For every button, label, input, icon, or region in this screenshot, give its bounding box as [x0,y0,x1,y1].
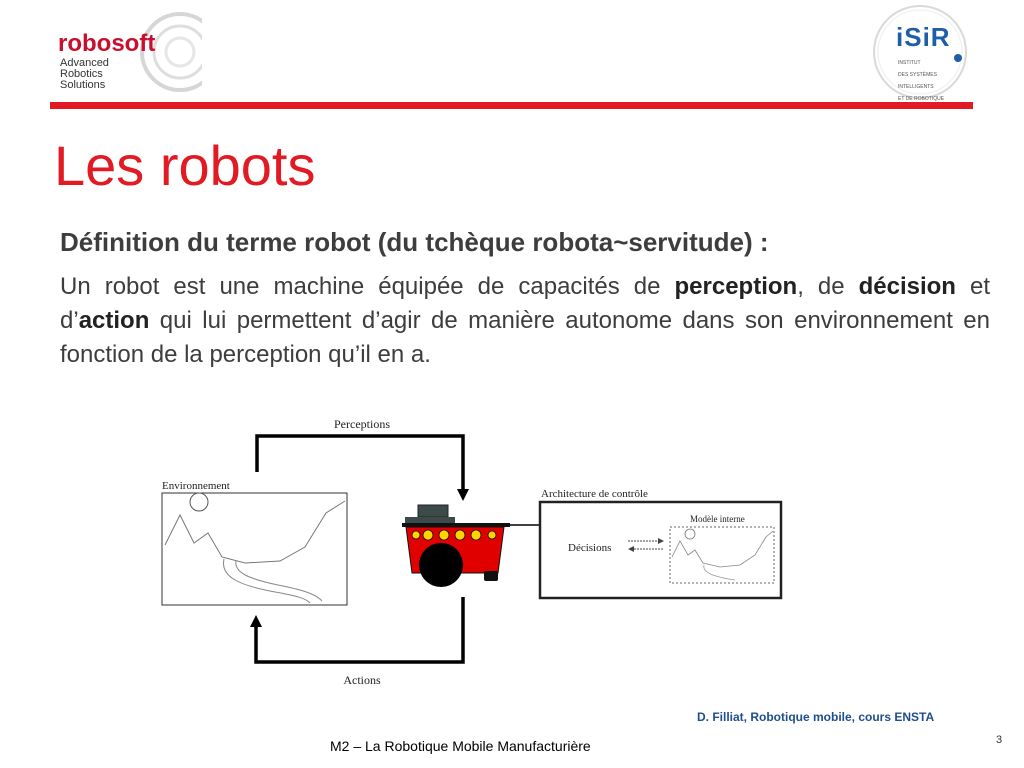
action-arrowhead-icon [250,615,262,627]
header-bar [50,102,973,109]
label-internal-model: Modèle interne [690,514,745,524]
label-decisions: Décisions [568,542,612,554]
isir-subtitle-line: INSTITUT [898,60,921,66]
perception-path [257,436,463,495]
definition-part: et d’ [60,273,991,334]
robot-loop-diagram [150,405,800,700]
definition-keyword-action: action [78,307,150,334]
isir-subtitle-line: INTELLIGENTS [898,84,934,90]
robosoft-logo [52,8,202,96]
label-environment: Environnement [162,480,230,492]
label-actions: Actions [343,673,381,687]
definition-part: Un robot est une machine équipée de capacités de [60,273,675,300]
tagline-line: Robotics [60,68,103,80]
isir-logo [868,0,974,104]
isir-subtitle-line: DES SYSTÈMES [898,72,937,78]
label-perceptions: Perceptions [334,417,390,431]
page-number: 3 [996,734,1003,746]
definition-text [60,270,990,372]
tagline-line: Solutions [60,79,106,91]
label-architecture: Architecture de contrôle [541,488,648,500]
isir-word: iSiR [896,22,951,52]
robosoft-brand: robosoft [58,30,156,57]
environment-box [162,493,347,605]
definition-heading: Définition du terme robot (du tchèque robota~servitude) : [60,227,769,257]
definition-keyword-decision: décision [858,273,956,300]
definition-keyword-perception: perception [674,273,798,300]
perception-arrowhead-icon [457,489,469,501]
robosoft-tagline [60,58,109,91]
isir-subtitle-line: ET DE ROBOTIQUE [898,96,945,102]
tagline-line: Advanced [60,57,109,69]
course-title: M2 – La Robotique Mobile Manufacturière [330,738,591,754]
definition-part: , de [797,273,859,300]
isir-subtitle [898,54,958,108]
credit: D. Filliat, Robotique mobile, cours ENSTA [697,710,935,724]
slide-title: Les robots [54,134,316,197]
action-path [256,597,463,662]
robot-icon [402,505,510,587]
definition-part: qui lui permettent d’agir de manière autonome dans son environnement en fonction de la perception qu’il en a. [60,307,990,368]
